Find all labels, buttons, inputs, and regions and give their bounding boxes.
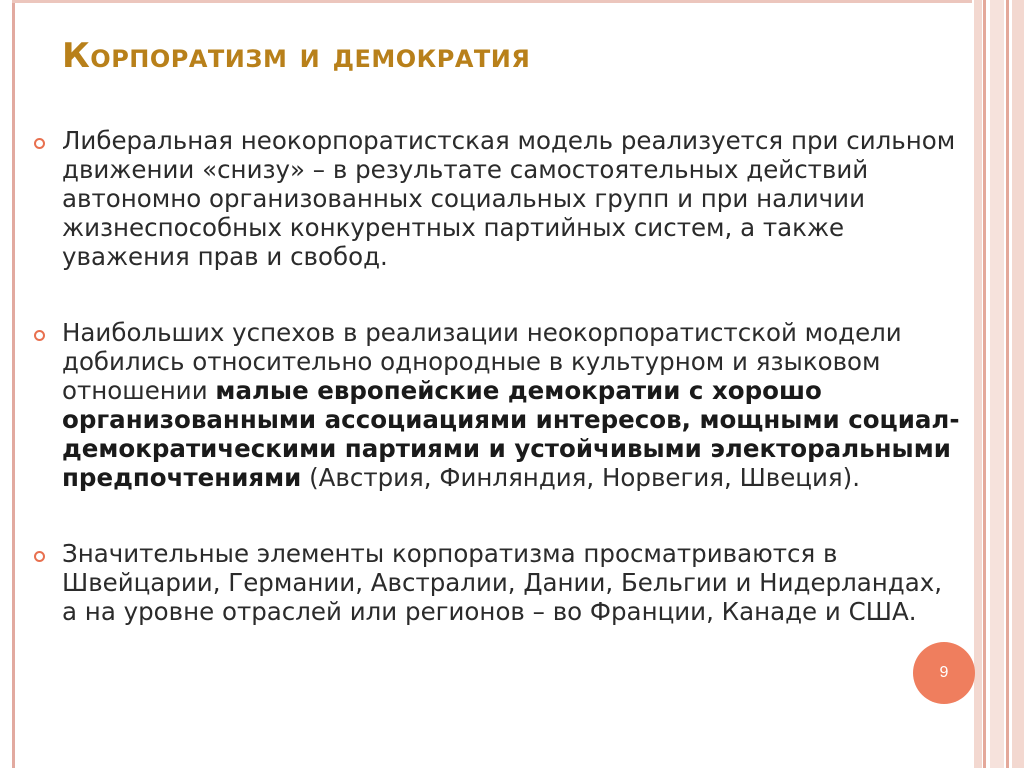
page-number-badge <box>913 642 975 704</box>
decorative-stripe <box>990 0 1004 768</box>
decorative-stripe <box>974 0 982 768</box>
circle-bullet-icon <box>34 138 45 149</box>
decorative-stripe <box>983 0 986 768</box>
bullet-item <box>30 539 960 626</box>
frame-top-border <box>12 0 972 3</box>
page-number: 9 <box>939 664 949 681</box>
decorative-stripe <box>1006 0 1009 768</box>
bullet-text: Значительные элементы корпоратизма просматриваются в Швейцарии, Германии, Австралии, Дании, Бельгии и Нидерландах, а на уровне отраслей или регионов – во Франции, Канаде и США. <box>62 539 943 626</box>
bullet-text: Наибольших успехов в реализации неокорпоратистской модели добились относительно однородные в культурном и языковом отношении <box>62 318 902 405</box>
decorative-stripe <box>1012 0 1024 768</box>
circle-bullet-icon <box>34 551 45 562</box>
bullet-item <box>30 318 960 492</box>
circle-bullet-icon <box>34 330 45 341</box>
bullet-bold-text: малые европейские демократии с хорошо организованными ассоциациями интересов, мощными социал-демократическими партиями и устойчивыми электоральными предпочтениями <box>62 376 960 492</box>
frame-left-border <box>12 0 15 768</box>
slide-title: Корпоратизм и демократия <box>62 36 531 76</box>
bullet-item <box>30 126 960 271</box>
bullet-list <box>30 126 960 673</box>
bullet-text: Либеральная неокорпоратистская модель реализуется при сильном движении «снизу» – в результате самостоятельных действий автономно организованных социальных групп и при наличии жизнеспособных конкурентных партийных систем, а также уважения прав и свобод. <box>62 126 956 271</box>
bullet-text: (Австрия, Финляндия, Норвегия, Швеция). <box>301 463 860 492</box>
